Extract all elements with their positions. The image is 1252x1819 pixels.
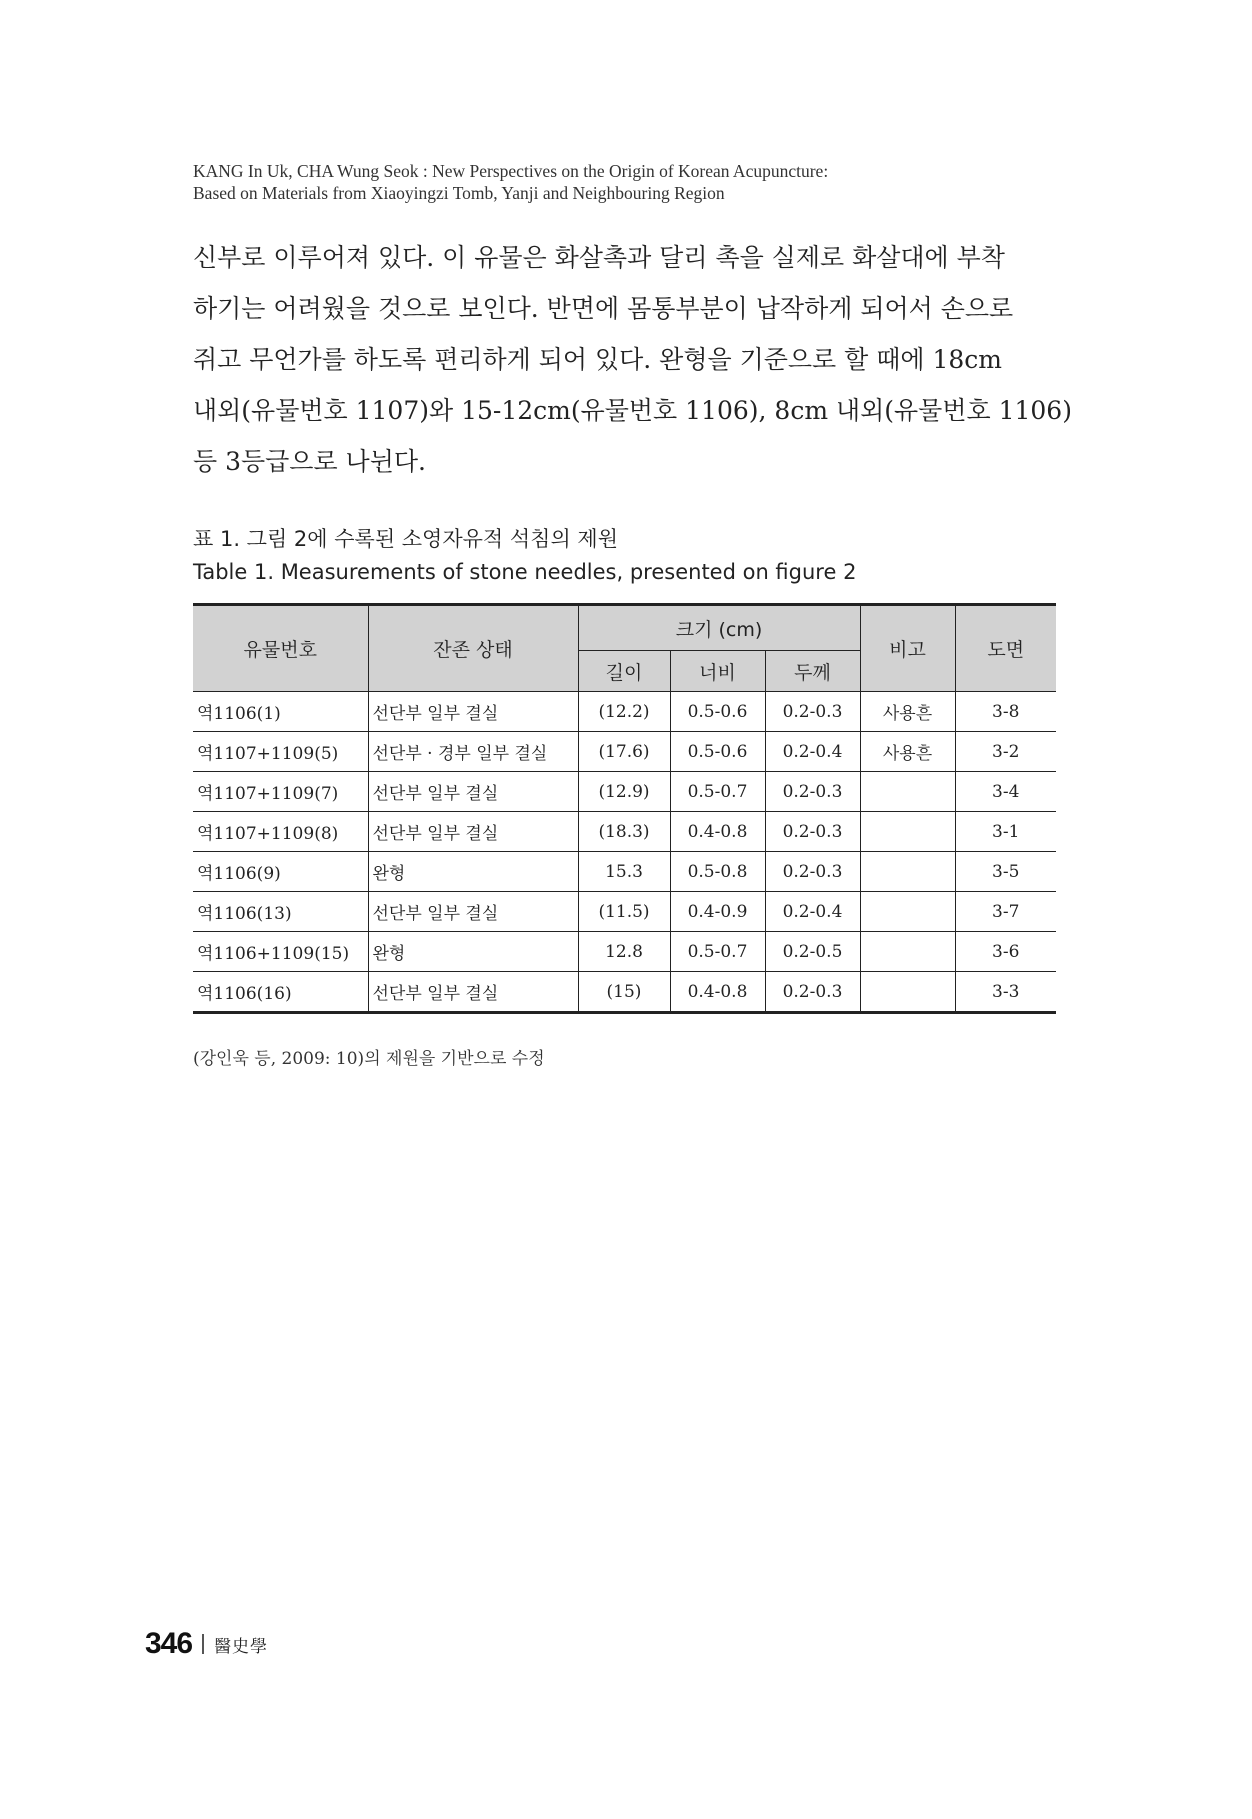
cell-artifact-no: 역1106(13) <box>193 892 368 932</box>
cell-thickness: 0.2-0.3 <box>765 852 860 892</box>
header-artifact-no: 유물번호 <box>193 605 368 692</box>
cell-artifact-no: 역1106+1109(15) <box>193 932 368 972</box>
cell-remarks: 사용흔 <box>860 692 955 732</box>
cell-length: 12.8 <box>578 932 670 972</box>
cell-thickness: 0.2-0.4 <box>765 732 860 772</box>
header-size-group: 크기 (cm) <box>578 605 860 651</box>
cell-length: (17.6) <box>578 732 670 772</box>
cell-length: 15.3 <box>578 852 670 892</box>
footer-divider <box>202 1634 204 1654</box>
cell-remarks: 사용흔 <box>860 732 955 772</box>
header-figure: 도면 <box>955 605 1056 692</box>
cell-width: 0.4-0.8 <box>670 812 765 852</box>
cell-width: 0.5-0.7 <box>670 932 765 972</box>
table-row <box>193 852 1056 892</box>
cell-figure: 3-2 <box>955 732 1056 772</box>
header-length: 길이 <box>578 651 670 692</box>
table-row <box>193 812 1056 852</box>
cell-thickness: 0.2-0.4 <box>765 892 860 932</box>
table-caption-korean: 표 1. 그림 2에 수록된 소영자유적 석침의 제원 <box>193 527 618 551</box>
cell-width: 0.5-0.6 <box>670 692 765 732</box>
cell-condition: 완형 <box>368 932 578 972</box>
cell-figure: 3-7 <box>955 892 1056 932</box>
cell-figure: 3-4 <box>955 772 1056 812</box>
cell-remarks <box>860 892 955 932</box>
cell-remarks <box>860 852 955 892</box>
cell-width: 0.5-0.8 <box>670 852 765 892</box>
running-head-line-2: Based on Materials from Xiaoyingzi Tomb, Yanji and Neighbouring Region <box>193 183 725 203</box>
cell-condition: 선단부 일부 결실 <box>368 972 578 1013</box>
cell-width: 0.4-0.9 <box>670 892 765 932</box>
table-source-note: (강인욱 등, 2009: 10)의 제원을 기반으로 수정 <box>193 1049 545 1069</box>
body-line: 신부로 이루어져 있다. 이 유물은 화살촉과 달리 촉을 실제로 화살대에 부착 <box>193 243 1005 272</box>
measurements-table <box>193 603 1056 1014</box>
cell-thickness: 0.2-0.3 <box>765 772 860 812</box>
cell-artifact-no: 역1107+1109(5) <box>193 732 368 772</box>
header-thickness: 두께 <box>765 651 860 692</box>
table-row <box>193 932 1056 972</box>
cell-length: (12.9) <box>578 772 670 812</box>
page-footer <box>145 1627 268 1661</box>
cell-remarks <box>860 972 955 1013</box>
table-row <box>193 732 1056 772</box>
cell-figure: 3-1 <box>955 812 1056 852</box>
cell-artifact-no: 역1107+1109(7) <box>193 772 368 812</box>
cell-artifact-no: 역1106(9) <box>193 852 368 892</box>
cell-thickness: 0.2-0.3 <box>765 972 860 1013</box>
header-remarks: 비고 <box>860 605 955 692</box>
cell-condition: 선단부 일부 결실 <box>368 812 578 852</box>
cell-thickness: 0.2-0.3 <box>765 812 860 852</box>
body-line: 쥐고 무언가를 하도록 편리하게 되어 있다. 완형을 기준으로 할 때에 18cm <box>193 345 1002 374</box>
cell-artifact-no: 역1107+1109(8) <box>193 812 368 852</box>
cell-remarks <box>860 812 955 852</box>
cell-condition: 선단부 일부 결실 <box>368 692 578 732</box>
cell-artifact-no: 역1106(16) <box>193 972 368 1013</box>
cell-artifact-no: 역1106(1) <box>193 692 368 732</box>
body-line: 내외(유물번호 1107)와 15-12cm(유물번호 1106), 8cm 내외(유물번호 1106) <box>193 396 1072 425</box>
table-row <box>193 692 1056 732</box>
body-line: 등 3등급으로 나뉜다. <box>193 447 426 476</box>
cell-condition: 선단부 일부 결실 <box>368 892 578 932</box>
header-width: 너비 <box>670 651 765 692</box>
cell-length: (18.3) <box>578 812 670 852</box>
table-row <box>193 972 1056 1013</box>
table-caption-english: Table 1. Measurements of stone needles, presented on figure 2 <box>193 560 857 584</box>
cell-condition: 선단부 일부 결실 <box>368 772 578 812</box>
cell-thickness: 0.2-0.3 <box>765 692 860 732</box>
cell-remarks <box>860 932 955 972</box>
cell-width: 0.4-0.8 <box>670 972 765 1013</box>
header-condition: 잔존 상태 <box>368 605 578 692</box>
cell-remarks <box>860 772 955 812</box>
running-head-line-1: KANG In Uk, CHA Wung Seok : New Perspectives on the Origin of Korean Acupuncture: <box>193 161 829 181</box>
page-number: 346 <box>145 1627 193 1660</box>
cell-width: 0.5-0.6 <box>670 732 765 772</box>
cell-figure: 3-5 <box>955 852 1056 892</box>
running-head <box>193 160 1093 204</box>
body-paragraph <box>193 232 1072 487</box>
cell-thickness: 0.2-0.5 <box>765 932 860 972</box>
cell-figure: 3-6 <box>955 932 1056 972</box>
cell-figure: 3-8 <box>955 692 1056 732</box>
cell-figure: 3-3 <box>955 972 1056 1013</box>
table-caption <box>193 523 1063 589</box>
body-line: 하기는 어려웠을 것으로 보인다. 반면에 몸통부분이 납작하게 되어서 손으로 <box>193 294 1014 323</box>
cell-width: 0.5-0.7 <box>670 772 765 812</box>
journal-name: 醫史學 <box>214 1636 269 1657</box>
cell-length: (15) <box>578 972 670 1013</box>
cell-length: (12.2) <box>578 692 670 732</box>
table-row <box>193 772 1056 812</box>
cell-condition: 선단부 · 경부 일부 결실 <box>368 732 578 772</box>
table-row <box>193 892 1056 932</box>
cell-condition: 완형 <box>368 852 578 892</box>
cell-length: (11.5) <box>578 892 670 932</box>
